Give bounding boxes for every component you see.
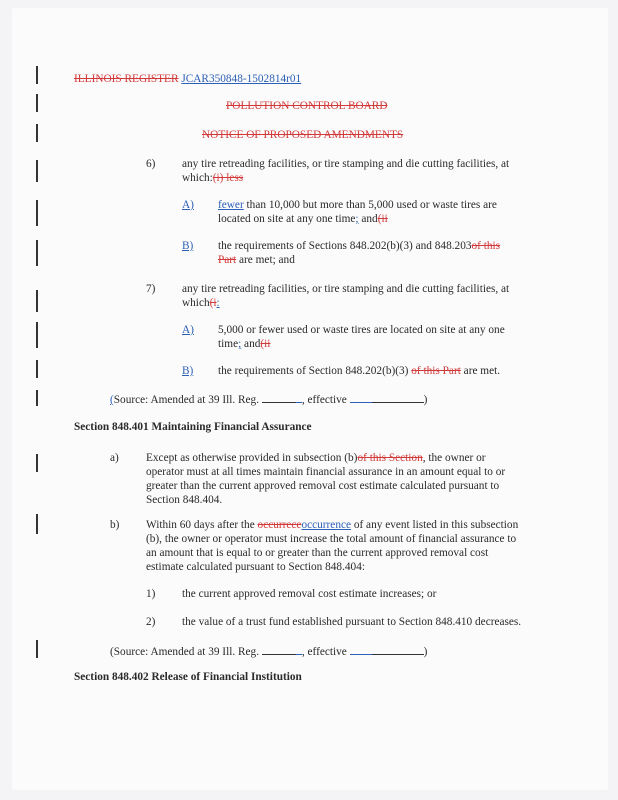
s401-b-line1: Within 60 days after the occurreceoccurrence of any event listed in this subsection: [146, 519, 519, 531]
change-bar: [36, 640, 38, 658]
item6-a-line1: fewer than 10,000 but more than 5,000 used or waste tires are: [218, 199, 497, 211]
item-number: 7): [146, 283, 156, 295]
item7-b-line1: the requirements of Section 848.202(b)(3) of this Part are met.: [218, 365, 501, 377]
s401-item2: the value of a trust fund established pursuant to Section 848.410 decreases.: [182, 616, 522, 628]
section-heading: Section 848.401 Maintaining Financial Assurance: [74, 421, 312, 433]
item7-line1: any tire retreading facilities, or tire stamping and die cutting facilities, at: [182, 283, 510, 295]
change-bar: [36, 360, 38, 378]
item6-line2: which:(i) less: [182, 172, 244, 184]
change-bar: [36, 290, 38, 312]
source-note: (Source: Amended at 39 Ill. Reg. , effective ): [110, 646, 428, 658]
s401-b-line2: (b), the owner or operator must increase the total amount of financial assurance to: [146, 533, 517, 545]
item6-b-line2: Part are met; and: [218, 254, 295, 266]
notice-heading: NOTICE OF PROPOSED AMENDMENTS: [202, 129, 404, 141]
list-number: 1): [146, 588, 156, 600]
change-bar: [36, 514, 38, 534]
item6-b-line1: the requirements of Sections 848.202(b)(3) and 848.203of this: [218, 240, 501, 252]
board-heading: POLLUTION CONTROL BOARD: [226, 100, 388, 112]
change-bar: [36, 160, 38, 182]
item7-a-line1: 5,000 or fewer used or waste tires are located on site at any one: [218, 324, 505, 336]
s401-a-line4: Section 848.404.: [146, 494, 223, 506]
item7-a-line2: time; and(ii: [218, 338, 271, 350]
subitem-label: A): [182, 199, 194, 211]
change-bar: [36, 94, 38, 112]
subitem-label: B): [182, 240, 194, 252]
section-heading: Section 848.402 Release of Financial Institution: [74, 671, 302, 683]
change-bar: [36, 390, 38, 406]
source-note: (Source: Amended at 39 Ill. Reg. , effective ): [110, 394, 428, 406]
subsection-label: a): [110, 452, 119, 464]
item7-line2: which(i:: [182, 297, 220, 309]
change-bar: [36, 454, 38, 472]
register-line: ILLINOIS REGISTER JCAR350848-1502814r01: [74, 73, 302, 85]
s401-a-line2: operator must at all times maintain financial assurance in an amount equal to or: [146, 466, 506, 478]
s401-item1: the current approved removal cost estimate increases; or: [182, 588, 437, 600]
change-bar: [36, 322, 38, 348]
s401-a-line1: Except as otherwise provided in subsection (b)of this Section, the owner or: [146, 452, 486, 464]
change-bar: [36, 200, 38, 226]
subitem-label: A): [182, 324, 194, 336]
s401-a-line3: greater than the current approved removal cost estimate calculated pursuant to: [146, 480, 500, 492]
s401-b-line4: estimate calculated pursuant to Section 848.404:: [146, 561, 365, 573]
item6-line1: any tire retreading facilities, or tire stamping and die cutting facilities, at: [182, 158, 510, 170]
item-number: 6): [146, 158, 156, 170]
subitem-label: B): [182, 365, 194, 377]
item6-a-line2: located on site at any one time; and(ii: [218, 213, 388, 225]
change-bar: [36, 240, 38, 266]
s401-b-line3: an amount that is equal to or greater than the current approved removal cost: [146, 547, 489, 559]
change-bar: [36, 66, 38, 84]
change-bar: [36, 124, 38, 142]
subsection-label: b): [110, 519, 120, 531]
list-number: 2): [146, 616, 156, 628]
